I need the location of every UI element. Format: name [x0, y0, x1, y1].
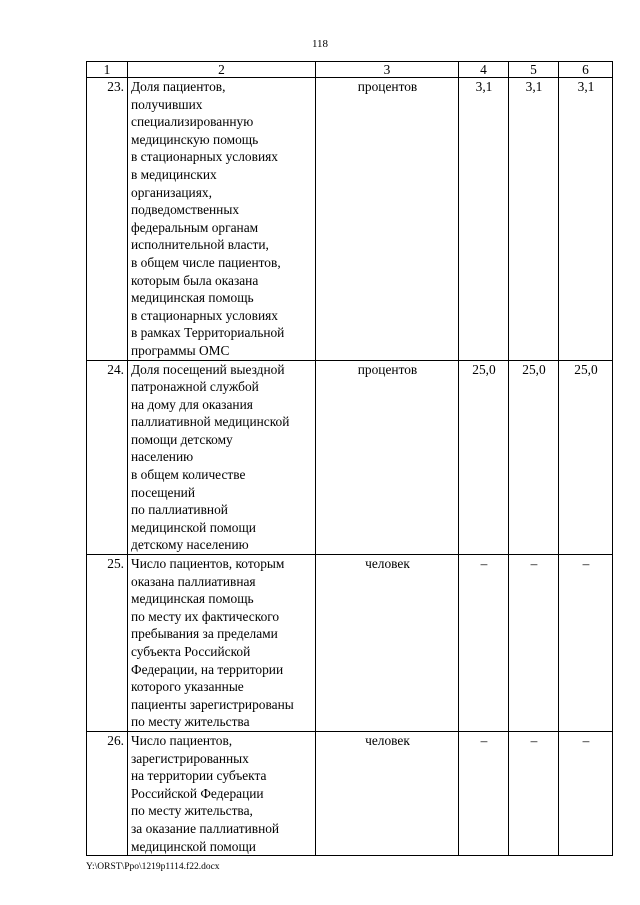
value-v4: – [459, 555, 509, 732]
indicator-name-line: в стационарных условиях [131, 307, 278, 323]
indicator-name-line: которого указанные [131, 679, 244, 695]
indicator-name [128, 78, 316, 361]
indicator-name-line: зарегистрированных [131, 750, 249, 766]
indicator-name-line: организациях, [131, 184, 212, 200]
indicator-name-line: программы ОМС [131, 342, 230, 358]
page-number: 118 [311, 38, 329, 50]
indicator-name-line: Доля посещений выездной [131, 361, 285, 377]
unit-of-measure: процентов [316, 78, 459, 361]
indicator-name-line: Число пациентов, [131, 732, 233, 748]
indicator-name-line: Доля пациентов, [131, 79, 226, 94]
value-v6: 25,0 [559, 360, 613, 555]
indicator-name-line: населению [131, 449, 194, 465]
unit-of-measure: процентов [316, 360, 459, 555]
indicator-name-line: по месту жительства, [131, 803, 253, 819]
table-row [87, 731, 613, 855]
indicator-name-line: в рамках Территориальной [131, 325, 285, 341]
value-v6: 3,1 [559, 78, 613, 361]
value-v5: 3,1 [509, 78, 559, 361]
indicator-name-line: на территории субъекта [131, 768, 267, 784]
indicator-name-line: за оказание паллиативной [131, 820, 280, 836]
indicator-name-line: получивших [131, 96, 203, 112]
indicator-name-line: Федерации, на территории [131, 661, 284, 677]
indicator-name [128, 555, 316, 732]
indicator-name-line: в стационарных условиях [131, 149, 278, 165]
indicator-name-line: в медицинских [131, 166, 217, 182]
row-number: 24. [87, 360, 128, 555]
header-cell: 6 [559, 62, 613, 78]
header-cell: 2 [128, 62, 316, 78]
indicator-name-line: медицинской помощи [131, 838, 256, 854]
indicator-name [128, 360, 316, 555]
table-row [87, 78, 613, 361]
indicator-name-line: в общем числе пациентов, [131, 254, 281, 270]
indicator-name-line: медицинская помощь [131, 290, 254, 306]
table-row [87, 555, 613, 732]
row-number: 25. [87, 555, 128, 732]
indicator-name-line: оказана паллиативная [131, 573, 256, 589]
indicator-name-line: медицинской помощи [131, 519, 256, 535]
value-v4: 25,0 [459, 360, 509, 555]
indicator-name-line: по месту жительства [131, 714, 250, 730]
indicator-name-line: посещений [131, 484, 195, 500]
table-row [87, 360, 613, 555]
header-cell: 1 [87, 62, 128, 78]
value-v4: 3,1 [459, 78, 509, 361]
indicator-name-line: по месту их фактического [131, 608, 280, 624]
header-cell: 5 [509, 62, 559, 78]
indicator-name-line: Число пациентов, которым [131, 556, 285, 572]
indicator-name-line: по паллиативной [131, 502, 228, 518]
row-number: 26. [87, 731, 128, 855]
indicator-name-line: медицинская помощь [131, 591, 254, 607]
indicator-name-line: Российской Федерации [131, 785, 264, 801]
unit-of-measure: человек [316, 555, 459, 732]
table-header-row [87, 62, 613, 78]
indicator-name-line: пребывания за пределами [131, 626, 278, 642]
indicator-name-line: которым была оказана [131, 272, 259, 288]
value-v5: 25,0 [509, 360, 559, 555]
indicator-name-line: помощи детскому [131, 431, 233, 447]
value-v6: – [559, 731, 613, 855]
header-cell: 3 [316, 62, 459, 78]
indicators-table [86, 61, 613, 856]
indicator-name-line: в общем количестве [131, 467, 246, 483]
indicator-name-line: паллиативной медицинской [131, 414, 290, 430]
indicator-name-line: патронажной службой [131, 379, 259, 395]
indicator-name-line: подведомственных [131, 202, 240, 218]
indicator-name-line: специализированную [131, 114, 254, 130]
indicator-name [128, 731, 316, 855]
indicator-name-line: пациенты зарегистрированы [131, 696, 294, 712]
row-number: 23. [87, 78, 128, 361]
value-v5: – [509, 555, 559, 732]
value-v5: – [509, 731, 559, 855]
indicator-name-line: исполнительной власти, [131, 237, 269, 253]
unit-of-measure: человек [316, 731, 459, 855]
indicator-name-line: на дому для оказания [131, 396, 253, 412]
value-v4: – [459, 731, 509, 855]
value-v6: – [559, 555, 613, 732]
indicator-name-line: федеральным органам [131, 219, 259, 235]
indicator-name-line: детскому населению [131, 537, 249, 553]
header-cell: 4 [459, 62, 509, 78]
footer-file-path: Y:\ORST\Ppo\1219p1114.f22.docx [86, 862, 220, 872]
indicator-name-line: медицинскую помощь [131, 131, 259, 147]
indicator-name-line: субъекта Российской [131, 644, 251, 659]
